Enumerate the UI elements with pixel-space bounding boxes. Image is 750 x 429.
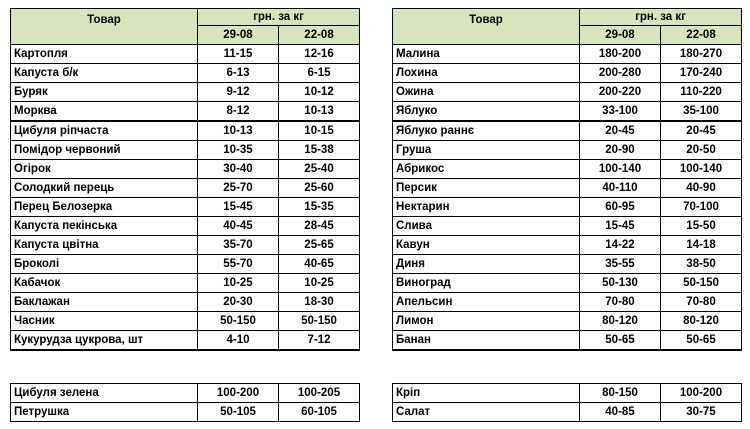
price-cell-date2: 15-50	[661, 217, 742, 236]
table-row	[393, 45, 742, 64]
table-row	[393, 179, 742, 198]
price-cell-date1: 15-45	[198, 198, 279, 217]
product-name-cell: Слива	[393, 217, 580, 236]
table-row	[11, 312, 360, 331]
product-name-cell: Виноград	[393, 274, 580, 293]
price-cell-date2: 20-45	[661, 121, 742, 141]
product-name-cell: Кріп	[393, 384, 580, 403]
product-name-cell: Цибуля ріпчаста	[11, 121, 198, 141]
product-name-cell: Капуста цвітна	[11, 236, 198, 255]
price-cell-date2: 6-15	[279, 64, 360, 83]
product-name-cell: Броколі	[11, 255, 198, 274]
table-row	[11, 45, 360, 64]
table-row	[11, 384, 360, 403]
table-row	[11, 64, 360, 83]
table-row	[393, 255, 742, 274]
fruits-table-body	[393, 45, 742, 351]
greens-table-body-left	[11, 384, 360, 422]
vegetables-table-body	[11, 45, 360, 351]
price-cell-date1: 10-25	[198, 274, 279, 293]
price-cell-date2: 10-12	[279, 83, 360, 102]
price-cell-date1: 30-40	[198, 160, 279, 179]
price-cell-date1: 50-65	[580, 331, 661, 351]
price-cell-date1: 200-220	[580, 83, 661, 102]
price-cell-date1: 35-70	[198, 236, 279, 255]
price-cell-date2: 15-38	[279, 141, 360, 160]
table-row	[393, 274, 742, 293]
price-cell-date1: 20-30	[198, 293, 279, 312]
price-cell-date2: 100-200	[661, 384, 742, 403]
table-row	[11, 217, 360, 236]
product-name-cell: Банан	[393, 331, 580, 351]
table-row	[393, 331, 742, 351]
product-name-cell: Перец Белозерка	[11, 198, 198, 217]
table-row	[11, 160, 360, 179]
table-row	[393, 121, 742, 141]
table-row	[393, 160, 742, 179]
price-cell-date2: 70-80	[661, 293, 742, 312]
greens-price-table-left	[10, 383, 360, 422]
table-row	[11, 236, 360, 255]
product-name-cell: Цибуля зелена	[11, 384, 198, 403]
price-cell-date2: 50-150	[661, 274, 742, 293]
price-cell-date1: 40-110	[580, 179, 661, 198]
price-cell-date2: 50-150	[279, 312, 360, 331]
price-cell-date1: 8-12	[198, 102, 279, 122]
product-name-cell: Груша	[393, 141, 580, 160]
price-cell-date2: 10-25	[279, 274, 360, 293]
price-cell-date2: 12-16	[279, 45, 360, 64]
table-row	[393, 141, 742, 160]
table-row	[393, 102, 742, 122]
price-cell-date2: 20-50	[661, 141, 742, 160]
price-cell-date2: 18-30	[279, 293, 360, 312]
table-row	[11, 102, 360, 122]
price-cell-date1: 9-12	[198, 83, 279, 102]
fruits-price-table	[392, 8, 742, 351]
product-name-cell: Нектарин	[393, 198, 580, 217]
table-row	[11, 331, 360, 351]
product-name-cell: Персик	[393, 179, 580, 198]
date-column-header-1: 29-08	[198, 26, 279, 45]
table-row	[393, 384, 742, 403]
price-cell-date1: 50-130	[580, 274, 661, 293]
product-name-cell: Диня	[393, 255, 580, 274]
greens-table-body-right	[393, 384, 742, 422]
date-column-header-1: 29-08	[580, 26, 661, 45]
product-name-cell: Кавун	[393, 236, 580, 255]
price-cell-date2: 25-60	[279, 179, 360, 198]
table-row	[393, 293, 742, 312]
price-cell-date1: 50-105	[198, 403, 279, 422]
price-cell-date1: 40-45	[198, 217, 279, 236]
price-cell-date1: 100-140	[580, 160, 661, 179]
price-cell-date1: 200-280	[580, 64, 661, 83]
product-name-cell: Абрикос	[393, 160, 580, 179]
price-cell-date1: 60-95	[580, 198, 661, 217]
price-cell-date2: 30-75	[661, 403, 742, 422]
table-row	[393, 198, 742, 217]
product-name-cell: Часник	[11, 312, 198, 331]
price-cell-date1: 14-22	[580, 236, 661, 255]
price-cell-date1: 4-10	[198, 331, 279, 351]
product-name-cell: Кукурудза цукрова, шт	[11, 331, 198, 351]
price-cell-date2: 38-50	[661, 255, 742, 274]
price-cell-date1: 25-70	[198, 179, 279, 198]
product-name-cell: Ожина	[393, 83, 580, 102]
price-cell-date2: 7-12	[279, 331, 360, 351]
price-cell-date2: 100-140	[661, 160, 742, 179]
price-cell-date1: 6-13	[198, 64, 279, 83]
table-row	[393, 217, 742, 236]
product-name-cell: Буряк	[11, 83, 198, 102]
price-cell-date2: 40-90	[661, 179, 742, 198]
product-name-cell: Солодкий перець	[11, 179, 198, 198]
price-cell-date1: 100-200	[198, 384, 279, 403]
product-name-cell: Баклажан	[11, 293, 198, 312]
table-row	[11, 179, 360, 198]
table-row	[393, 312, 742, 331]
product-name-cell: Петрушка	[11, 403, 198, 422]
table-row	[11, 141, 360, 160]
price-cell-date1: 35-55	[580, 255, 661, 274]
price-cell-date1: 15-45	[580, 217, 661, 236]
price-cell-date1: 70-80	[580, 293, 661, 312]
date-column-header-2: 22-08	[661, 26, 742, 45]
product-column-header: Товар	[11, 9, 198, 45]
vegetables-price-table	[10, 8, 360, 351]
price-cell-date2: 100-205	[279, 384, 360, 403]
product-name-cell: Лохина	[393, 64, 580, 83]
price-cell-date1: 80-120	[580, 312, 661, 331]
product-name-cell: Малина	[393, 45, 580, 64]
product-name-cell: Салат	[393, 403, 580, 422]
table-row	[11, 121, 360, 141]
product-column-header: Товар	[393, 9, 580, 45]
price-cell-date2: 15-35	[279, 198, 360, 217]
price-cell-date2: 40-65	[279, 255, 360, 274]
price-cell-date2: 25-65	[279, 236, 360, 255]
price-cell-date2: 180-270	[661, 45, 742, 64]
table-row	[393, 403, 742, 422]
price-cell-date1: 50-150	[198, 312, 279, 331]
price-cell-date2: 110-220	[661, 83, 742, 102]
price-cell-date2: 10-15	[279, 121, 360, 141]
product-name-cell: Помідор червоний	[11, 141, 198, 160]
product-name-cell: Морква	[11, 102, 198, 122]
price-cell-date2: 70-100	[661, 198, 742, 217]
product-name-cell: Яблуко раннє	[393, 121, 580, 141]
product-name-cell: Огірок	[11, 160, 198, 179]
product-name-cell: Лимон	[393, 312, 580, 331]
table-row	[11, 198, 360, 217]
price-cell-date2: 10-13	[279, 102, 360, 122]
product-name-cell: Апельсин	[393, 293, 580, 312]
price-cell-date1: 20-45	[580, 121, 661, 141]
price-cell-date1: 20-90	[580, 141, 661, 160]
price-cell-date1: 10-35	[198, 141, 279, 160]
unit-column-header: грн. за кг	[580, 9, 742, 26]
price-cell-date2: 28-45	[279, 217, 360, 236]
table-row	[11, 83, 360, 102]
greens-price-table-right	[392, 383, 742, 422]
unit-column-header: грн. за кг	[198, 9, 360, 26]
table-row	[11, 293, 360, 312]
table-row	[393, 236, 742, 255]
product-name-cell: Картопля	[11, 45, 198, 64]
price-cell-date1: 40-85	[580, 403, 661, 422]
table-row	[11, 255, 360, 274]
price-cell-date1: 55-70	[198, 255, 279, 274]
price-cell-date1: 80-150	[580, 384, 661, 403]
price-cell-date2: 14-18	[661, 236, 742, 255]
product-name-cell: Капуста б/к	[11, 64, 198, 83]
price-cell-date2: 50-65	[661, 331, 742, 351]
product-name-cell: Капуста пекінська	[11, 217, 198, 236]
price-cell-date2: 170-240	[661, 64, 742, 83]
price-cell-date2: 25-40	[279, 160, 360, 179]
price-cell-date2: 80-120	[661, 312, 742, 331]
table-row	[11, 403, 360, 422]
price-cell-date1: 180-200	[580, 45, 661, 64]
price-cell-date1: 10-13	[198, 121, 279, 141]
table-row	[393, 83, 742, 102]
table-row	[11, 274, 360, 293]
price-cell-date2: 35-100	[661, 102, 742, 122]
table-row	[393, 64, 742, 83]
product-name-cell: Кабачок	[11, 274, 198, 293]
date-column-header-2: 22-08	[279, 26, 360, 45]
price-cell-date2: 60-105	[279, 403, 360, 422]
product-name-cell: Яблуко	[393, 102, 580, 122]
price-cell-date1: 33-100	[580, 102, 661, 122]
price-cell-date1: 11-15	[198, 45, 279, 64]
